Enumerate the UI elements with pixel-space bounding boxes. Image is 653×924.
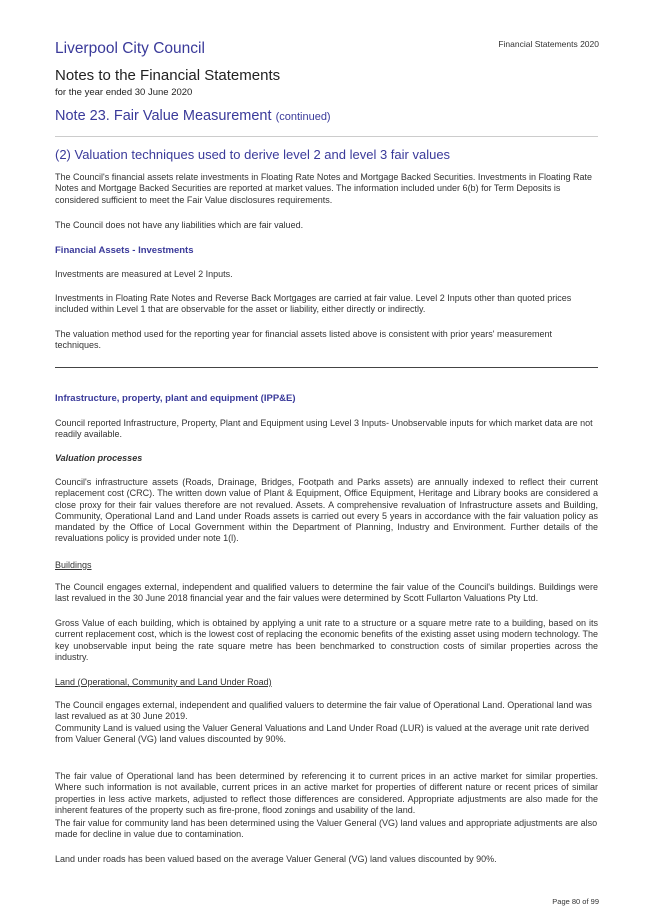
- buildings-heading: Buildings: [55, 560, 92, 570]
- notes-title: Notes to the Financial Statements: [55, 67, 281, 84]
- land-paragraph-5: Land under roads has been valued based on the average Valuer General (VG) land values discounted by 90%.: [55, 854, 497, 864]
- land-paragraph-3: The fair value of Operational land has been determined by referencing it to current prices in an active market for similar properties. Where such information is not available, current prices in an active market for properties of different nature or recent prices of similar properties in less active markets, adjusted to reflect those differences are considered. Appropriate adjustments are also made for the inherent features of the property such as fire-prone, flood zonings and usability of the land.: [55, 771, 598, 815]
- council-name: Liverpool City Council: [55, 40, 205, 57]
- note-heading: [55, 108, 331, 124]
- ippe-paragraph-1: Council reported Infrastructure, Property, Plant and Equipment using Level 3 Inputs- Unobservable inputs for which market data are not readily available.: [55, 418, 593, 440]
- land-paragraph-1: The Council engages external, independent and qualified valuers to determine the fair value of Operational Land. Operational land was last revalued as at 30 June 2019.: [55, 700, 592, 722]
- section-heading: (2) Valuation techniques used to derive level 2 and level 3 fair values: [55, 147, 451, 162]
- page-number: Page 80 of 99: [552, 897, 599, 906]
- investments-paragraph-1: Investments are measured at Level 2 Inputs.: [55, 269, 233, 279]
- ippe-heading: Infrastructure, property, plant and equipment (IPP&E): [55, 393, 296, 404]
- section-divider: [55, 367, 598, 368]
- reporting-period: for the year ended 30 June 2020: [55, 87, 193, 98]
- investments-heading: Financial Assets - Investments: [55, 245, 194, 256]
- investments-paragraph-3: The valuation method used for the reporting year for financial assets listed above is consistent with prior years' measurement techniques.: [55, 329, 552, 351]
- land-heading: Land (Operational, Community and Land Under Road): [55, 677, 272, 687]
- header-divider: [55, 136, 598, 137]
- valuation-processes-paragraph: Council's infrastructure assets (Roads, Drainage, Bridges, Footpath and Parks assets) are annually indexed to reflect their current replacement cost (CRC). The written down value of Plant & Equipment, Office Equipment, Heritage and Library books are considered a close proxy for their fair values therefore are not revalued. Assets. A comprehensive revaluation of Infrastructure assets and Building, Community, Operational Land and Land under Roads assets is carried out every 5 years in accordance with the fair valuation policy as mandated by the Office of Local Government within the Department of Planning, Industry and Environment. Further details of the revaluations policy is provided under note 1(l).: [55, 477, 598, 544]
- buildings-paragraph-1: The Council engages external, independent and qualified valuers to determine the fair value of the Council's buildings. Buildings were last revalued in the 30 June 2018 financial year and the fair values were determined by Scott Fullarton Valuations Pty Ltd.: [55, 582, 598, 604]
- investments-paragraph-2: Investments in Floating Rate Notes and Reverse Back Mortgages are carried at fair value. Level 2 Inputs other than quoted prices included within Level 1 that are observable for the asset or liability, either directly or indirectly.: [55, 293, 572, 315]
- note-heading-suffix: (continued): [275, 111, 331, 123]
- section-paragraph-2: The Council does not have any liabilities which are fair valued.: [55, 220, 304, 230]
- land-paragraph-4: The fair value for community land has been determined using the Valuer General (VG) land values and appropriate adjustments are also made for decline in value due to contamination.: [55, 818, 598, 840]
- land-paragraph-2: Community Land is valued using the Valuer General Valuations and Land Under Road (LUR) is valued at the average unit rate derived from Valuer General (VG) land values discounted by 90%.: [55, 723, 589, 745]
- note-heading-text: Note 23. Fair Value Measurement: [55, 108, 272, 124]
- section-paragraph-1: The Council's financial assets relate investments in Floating Rate Notes and Mortgage Backed Securities. Investments in Floating Rate Notes and Mortgage Backed Securities are reported at market values. The information included under 6(b) for Term Deposits is considered sufficient to meet the Fair Value disclosures requirements.: [55, 172, 592, 205]
- buildings-paragraph-2: Gross Value of each building, which is obtained by applying a unit rate to a structure or a square metre rate to a building, based on its current replacement cost, which is the lowest cost of replacing the economic benefits of the existing asset using modern technology. The key unobservable input being the rate square metre has been benchmarked to construction costs of similar properties across the industry.: [55, 618, 598, 662]
- valuation-processes-heading: Valuation processes: [55, 453, 143, 463]
- document-label: Financial Statements 2020: [498, 39, 599, 49]
